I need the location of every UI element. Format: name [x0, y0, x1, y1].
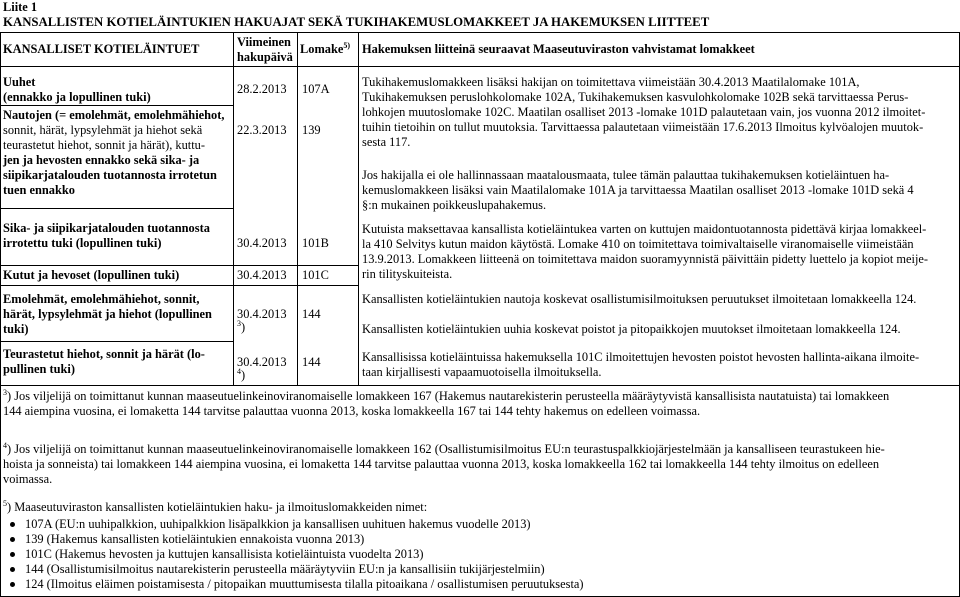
note-cattle-cancellations: Kansallisten kotieläintukien nautoja koskevat osallistumisilmoituksen peruutukset ilmoitetaan lomakkeella 124.: [362, 292, 917, 306]
header-form-label: Lomake: [300, 42, 344, 56]
row-cattle-date: 30.4.2013: [237, 307, 287, 321]
row-cattle-date-note: $^3$): [237, 319, 246, 334]
row-advance-date: 22.3.2013: [237, 123, 287, 137]
row-slaughter-form: 144: [302, 355, 321, 369]
row-goats-horses-date: 30.4.2013: [237, 268, 287, 282]
bullet-icon: [10, 522, 15, 527]
note-main-forms: Tukihakemuslomakkeen lisäksi hakijan on toimitettava viimeistään 30.4.2013 Maatilalomake 101A, Tukihakemuksen peruslohkolomake 102A, Tukihakemuksen kasvulohkolomake 102B sekä tarvittaessa Perus- lohkojen muutoslomake 102C. Maatilan osalliset 2013 -lomake 101D palautetaan vain, jos vuonna 2012 ilmoitet- tuihin tietoihin on tullut muutoksia. Tarvittaessa palautetaan viimeistään 17.6.2013 Ilmoitus kylvöalojen muutok- sesta 117.: [362, 75, 926, 149]
list-item: 139 (Hakemus kansallisten kotieläintukien ennakoista vuonna 2013): [3, 532, 955, 547]
row-pig-poultry-form: 101B: [302, 236, 329, 250]
header-deadline-line1: Viimeinen: [237, 35, 291, 49]
footnote-5: $^5$) Maaseutuviraston kansallisten kotieläintukien haku- ja ilmoituslomakkeiden nimet: 107A (EU:n uuhipalkkion, uuhipalkkion lisäpalkkion ja kansallisen uuhituen hakemus vuodelle 2013) 139 (Hakemus kansallisten kotieläintukien ennakoista vuonna 2013) 101C (Hakemus hevosten ja kuttujen kansallisista kotieläintuista vuodelta 2013) 144 (Osallistumisilmoitus nautarekisterin perusteella määräytyviin EU:n ja kansallisiin tukijärjestelmiin) 124 (Ilmoitus eläimen poistamisesta / pitopaikan muuttumisesta tilalla pitoaikana / osallistumisen peruutuksesta): [3, 500, 955, 592]
row-cattle-form: 144: [302, 307, 321, 321]
bullet-icon: [10, 537, 15, 542]
header-attachments: Hakemuksen liitteinä seuraavat Maaseutuviraston vahvistamat lomakkeet: [362, 42, 755, 56]
row-ewes-form: 107A: [302, 82, 330, 96]
row-ewes-name: Uuhet (ennakko ja lopullinen tuki): [3, 75, 151, 104]
footnote-4: $^4$) Jos viljelijä on toimittanut kunnan maaseutuelinkeinoviranomaiselle lomakkeen 162 (Osallistumisilmoitus EU:n teurastuspalkkiojärjestelmään ja kansalliseen teurastukeen hie- hoista ja sonneista) tai lomakkeen 144 aiempina vuosina, ei lomaketta 144 tarvitse palauttaa vuonna 2013, koska lomakkeella 162 tai lomakkeella 144 tehty ilmoitus on edelleen voimassa.: [3, 441, 885, 486]
footnote-3: $^3$) Jos viljelijä on toimittanut kunnan maaseutuelinkeinoviranomaiselle lomakkeen 167 (Hakemus nautarekisterin perusteella määräytyvistä kansallisista nautatuista) tai lomakkeen 144 aiempina vuosina, ei lomaketta 144 tarvitse palauttaa vuonna 2013, koska lomakkeella 167 tai 144 tehty hakemus on edelleen voimassa.: [3, 388, 890, 418]
list-item: 107A (EU:n uuhipalkkion, uuhipalkkion lisäpalkkion ja kansallisen uuhituen hakemus vuodelle 2013): [3, 517, 955, 532]
row-goats-horses-form: 101C: [302, 268, 329, 282]
bullet-icon: [10, 552, 15, 557]
row-slaughter-name: Teurastetut hiehot, sonnit ja härät (lo- pullinen tuki): [3, 347, 205, 376]
header-form: [300, 42, 350, 57]
note-no-farmland: Jos hakijalla ei ole hallinnassaan maatalousmaata, tulee tämän palauttaa tukihakemuksen kotieläintuen ha- kemuslomakkeen lisäksi vain Maatilalomake 101A ja tarvittaessa Maatilan osalliset 2013 -lomake 101D sekä 4 §:n mukainen poikkeuslupahakemus.: [362, 168, 914, 212]
list-item: 101C (Hakemus hevosten ja kuttujen kansallisista kotieläintuista vuodelta 2013): [3, 547, 955, 562]
row-advance-name: Nautojen (= emolehmät, emolehmähiehot, sonnit, härät, lypsylehmät ja hiehot sekä teurastetut hiehot, sonnit ja härät), kuttu- jen ja hevosten ennakko sekä sika- ja siipikarjatalouden tuotannosta irrotetun tuen ennakko: [3, 108, 225, 197]
header-deadline-line2: hakupäivä: [237, 50, 293, 64]
header-benefits: KANSALLISET KOTIELÄINTUET: [3, 42, 200, 56]
header-form-note: 5): [343, 41, 351, 50]
row-pig-poultry-date: 30.4.2013: [237, 236, 287, 250]
note-ewe-removals: Kansallisten kotieläintukien uuhia koskevat poistot ja pitopaikkojen muutokset ilmoitetaan lomakkeella 124.: [362, 322, 901, 336]
annex-label: Liite 1: [3, 0, 38, 14]
row-advance-form: 139: [302, 123, 321, 137]
list-item: 144 (Osallistumisilmoitus nautarekisterin perusteella määräytyviin EU:n ja kansallisiin tukijärjestelmiin): [3, 562, 955, 577]
document-title: KANSALLISTEN KOTIELÄINTUKIEN HAKUAJAT SEKÄ TUKIHAKEMUSLOMAKKEET JA HAKEMUKSEN LIITTEET: [3, 15, 710, 29]
note-horse-removals: Kansallisissa kotieläintuissa hakemuksella 101C ilmoitettujen hevosten poistot hevosten hallinta-aikana ilmoite- taan kirjallisesti vapaamuotoisella ilmoituksella.: [362, 350, 920, 379]
row-slaughter-date-note: $^4$): [237, 367, 246, 382]
bullet-icon: [10, 567, 15, 572]
bullet-icon: [10, 582, 15, 587]
row-cattle-name: Emolehmät, emolehmähiehot, sonnit, härät, lypsylehmät ja hiehot (lopullinen tuki): [3, 292, 212, 336]
row-pig-poultry-name: Sika- ja siipikarjatalouden tuotannosta irrotettu tuki (lopullinen tuki): [3, 221, 210, 250]
note-goat-milk: Kutuista maksettavaa kansallista kotieläintukea varten on kuttujen maidontuotannosta pidettävä kirjaa lomakkeel- la 410 Selvitys kutun maidon käytöstä. Lomake 410 on toimitettava toimivaltaiselle viranomaiselle viimeistään 13.9.2013. Lomakkeen liitteenä on toimitettava maidon suoramyynnistä päivittäin pidetty luettelo ja kopiot meije- rin tilityskuiteista.: [362, 222, 929, 281]
form-name-list: [3, 517, 955, 592]
row-goats-horses-name: Kutut ja hevoset (lopullinen tuki): [3, 268, 180, 282]
list-item: 124 (Ilmoitus eläimen poistamisesta / pitopaikan muuttumisesta tilalla pitoaikana / osallistumisen peruutuksesta): [3, 577, 955, 592]
row-ewes-date: 28.2.2013: [237, 82, 287, 96]
row-slaughter-date: 30.4.2013: [237, 355, 287, 369]
